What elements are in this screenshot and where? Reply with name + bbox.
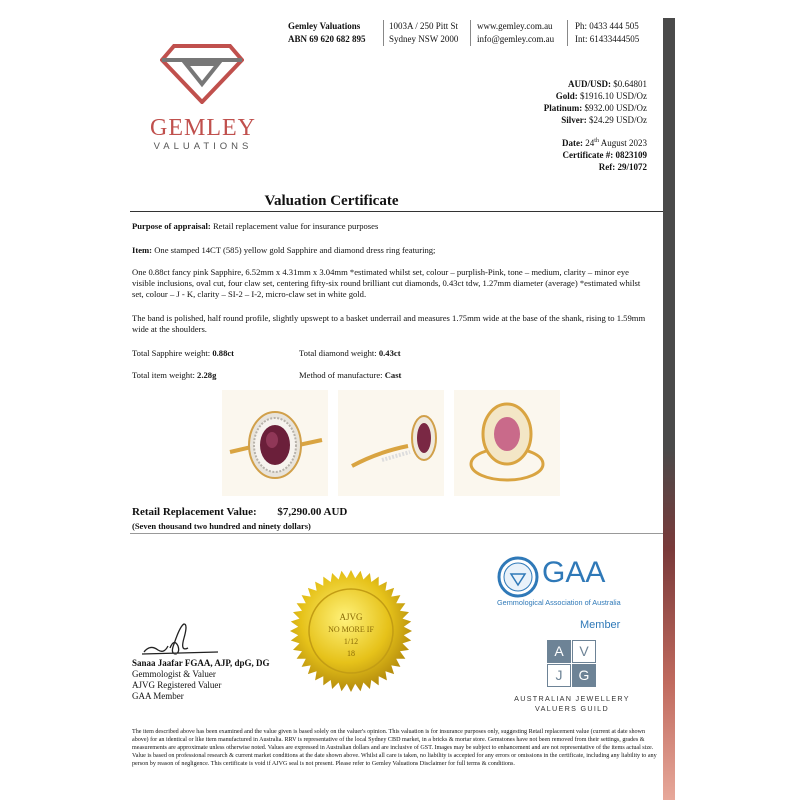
ajvg-logo <box>547 640 597 688</box>
purpose-text: Retail replacement value for insurance purposes <box>212 221 379 231</box>
phone-number[interactable]: Ph: 0433 444 505 <box>575 21 639 31</box>
ajvg-j: J <box>547 664 571 687</box>
seal-line2: NO MORE IF <box>328 625 374 634</box>
signatory-role2: AJVG Registered Valuer <box>132 680 222 690</box>
date-month-year: August 2023 <box>600 138 647 148</box>
platinum-value: $932.00 USD/Oz <box>584 103 647 113</box>
website-link[interactable]: www.gemley.com.au <box>477 21 553 31</box>
sapphire-weight <box>132 348 292 359</box>
header-divider <box>470 20 471 46</box>
decorative-sidebar-bar <box>663 18 675 800</box>
company-abn: ABN 69 620 682 895 <box>288 34 366 44</box>
ajvg-gold-seal-icon <box>288 568 414 694</box>
ref-number: 29/1072 <box>617 162 647 172</box>
gold-label: Gold: <box>555 91 578 101</box>
intl-phone-number[interactable]: Int: 61433444505 <box>575 34 640 44</box>
aud-label: AUD/USD: <box>567 79 611 89</box>
date-label: Date: <box>562 138 584 148</box>
handwritten-signature-icon <box>140 618 222 660</box>
seal-line4: 18 <box>347 649 355 658</box>
ring-photo-side <box>338 390 444 496</box>
item-text: One stamped 14CT (585) yellow gold Sapphire and diamond dress ring featuring; <box>154 245 436 255</box>
ajvg-a: A <box>547 640 571 663</box>
gaa-emblem-icon <box>497 556 539 598</box>
aud-value: $0.64801 <box>613 79 647 89</box>
ring-photo-back <box>454 390 560 496</box>
date-day: 24 <box>585 138 595 148</box>
gold-value: $1916.10 USD/Oz <box>580 91 647 101</box>
ring-photo-top <box>222 390 328 496</box>
sapphire-weight-value: 0.88ct <box>212 348 235 358</box>
diamond-weight-value: 0.43ct <box>378 348 401 358</box>
header-divider <box>567 20 568 46</box>
ajvg-line1: AUSTRALIAN JEWELLERY <box>514 694 630 703</box>
signatory-role3: GAA Member <box>132 691 184 701</box>
seal-line3: 1/12 <box>343 637 359 646</box>
title-rule <box>130 211 663 212</box>
purpose-line <box>132 221 652 232</box>
item-weight <box>132 370 292 381</box>
manufacture-method-label: Method of manufacture: <box>299 370 383 380</box>
seal-line1: AJVG <box>339 612 363 622</box>
logo-subtitle: VALUATIONS <box>153 141 253 152</box>
silver-value: $24.29 USD/Oz <box>589 115 647 125</box>
item-label: Item: <box>132 245 153 255</box>
platinum-label: Platinum: <box>543 103 583 113</box>
logo-wordmark: GEMLEY <box>150 115 256 141</box>
gaa-full-name: Gemmological Association of Australia <box>497 598 621 607</box>
retail-value-words: (Seven thousand two hundred and ninety dollars) <box>132 521 311 531</box>
gemley-diamond-logo-icon <box>160 44 244 104</box>
certificate-label: Certificate #: <box>562 150 614 160</box>
certificate-meta <box>562 135 647 173</box>
item-weight-value: 2.28g <box>197 370 217 380</box>
description-paragraph: One 0.88ct fancy pink Sapphire, 6.52mm x 4.31mm x 3.04mm *estimated whilst set, colour – purplish-Pink, tone – medium, clarity – minor eye visible inclusions, oval cut, four claw set, centering fifty-six round brilliant cut diamonds, 0.43ct tdw, 1.27mm diameter (average) *estimated whilst set, colour – J - K, clarity – SI-2 – I-2, micro-claw set in white gold. <box>132 267 641 299</box>
address-block <box>389 20 458 46</box>
retail-value-amount: $7,290.00 AUD <box>277 506 348 518</box>
page-title: Valuation Certificate <box>264 193 399 209</box>
company-block <box>288 20 366 46</box>
ajvg-line2: VALUERS GUILD <box>535 704 609 713</box>
address-line1: 1003A / 250 Pitt St <box>389 21 459 31</box>
manufacture-method <box>299 370 499 381</box>
web-block <box>477 20 554 46</box>
gaa-member-label: Member <box>580 619 621 631</box>
certificate-number: 0823109 <box>615 150 647 160</box>
diamond-weight-label: Total diamond weight: <box>299 348 377 358</box>
ref-label: Ref: <box>598 162 616 172</box>
sapphire-weight-label: Total Sapphire weight: <box>132 348 211 358</box>
value-rule <box>130 533 663 534</box>
email-link[interactable]: info@gemley.com.au <box>477 34 555 44</box>
gaa-wordmark: GAA <box>542 556 606 589</box>
ajvg-text <box>497 694 647 714</box>
company-name: Gemley Valuations <box>288 21 361 31</box>
signatory-block <box>132 658 270 702</box>
item-line <box>132 245 652 256</box>
signatory-name: Sanaa Jaafar FGAA, AJP, dpG, DG <box>132 658 270 668</box>
ajvg-v: V <box>572 640 596 663</box>
rates-block <box>544 78 647 126</box>
manufacture-method-value: Cast <box>384 370 402 380</box>
item-weight-label: Total item weight: <box>132 370 195 380</box>
retail-value-line <box>132 506 347 518</box>
date-suffix: th <box>594 138 599 144</box>
retail-value-label: Retail Replacement Value: <box>132 506 257 518</box>
phone-block <box>575 20 639 46</box>
diamond-weight <box>299 348 499 359</box>
header-divider <box>383 20 384 46</box>
ajvg-g: G <box>572 664 596 687</box>
disclaimer-text: The item described above has been examined and the value given is based solely on the valuer's opinion. This valuation is for insurance purposes only, suggesting Retail replacement value (current at date shown above) for an identical or like item manufactured in Australia. RRV is representative of the local Sydney CBD market, in a bricks & mortar store. Gemstones have not been removed from their settings, grades & measurements are approximate unless otherwise noted. Values are expressed in Australian dollars and are inclusive of GST. Images may be subject to enhancement and are not representative of the items actual size. Value is based on professional research & current market conditions at the date shown above. Whilst all care is taken, no liability is accepted for any errors or omissions in the certificate, including any liability to any person by reason of negligence. This certificate is void if AJVG seal is not present. Please refer to Gemley Valuations Disclaimer for full terms & conditions. <box>132 729 657 767</box>
address-line2: Sydney NSW 2000 <box>389 34 459 44</box>
signatory-role1: Gemmologist & Valuer <box>132 669 216 679</box>
band-paragraph: The band is polished, half round profile, slightly upswept to a basket underrail and measures 1.75mm wide at the base of the shank, rising to 1.59mm wide at the shoulders. <box>132 313 646 334</box>
silver-label: Silver: <box>561 115 587 125</box>
purpose-label: Purpose of appraisal: <box>132 221 211 231</box>
